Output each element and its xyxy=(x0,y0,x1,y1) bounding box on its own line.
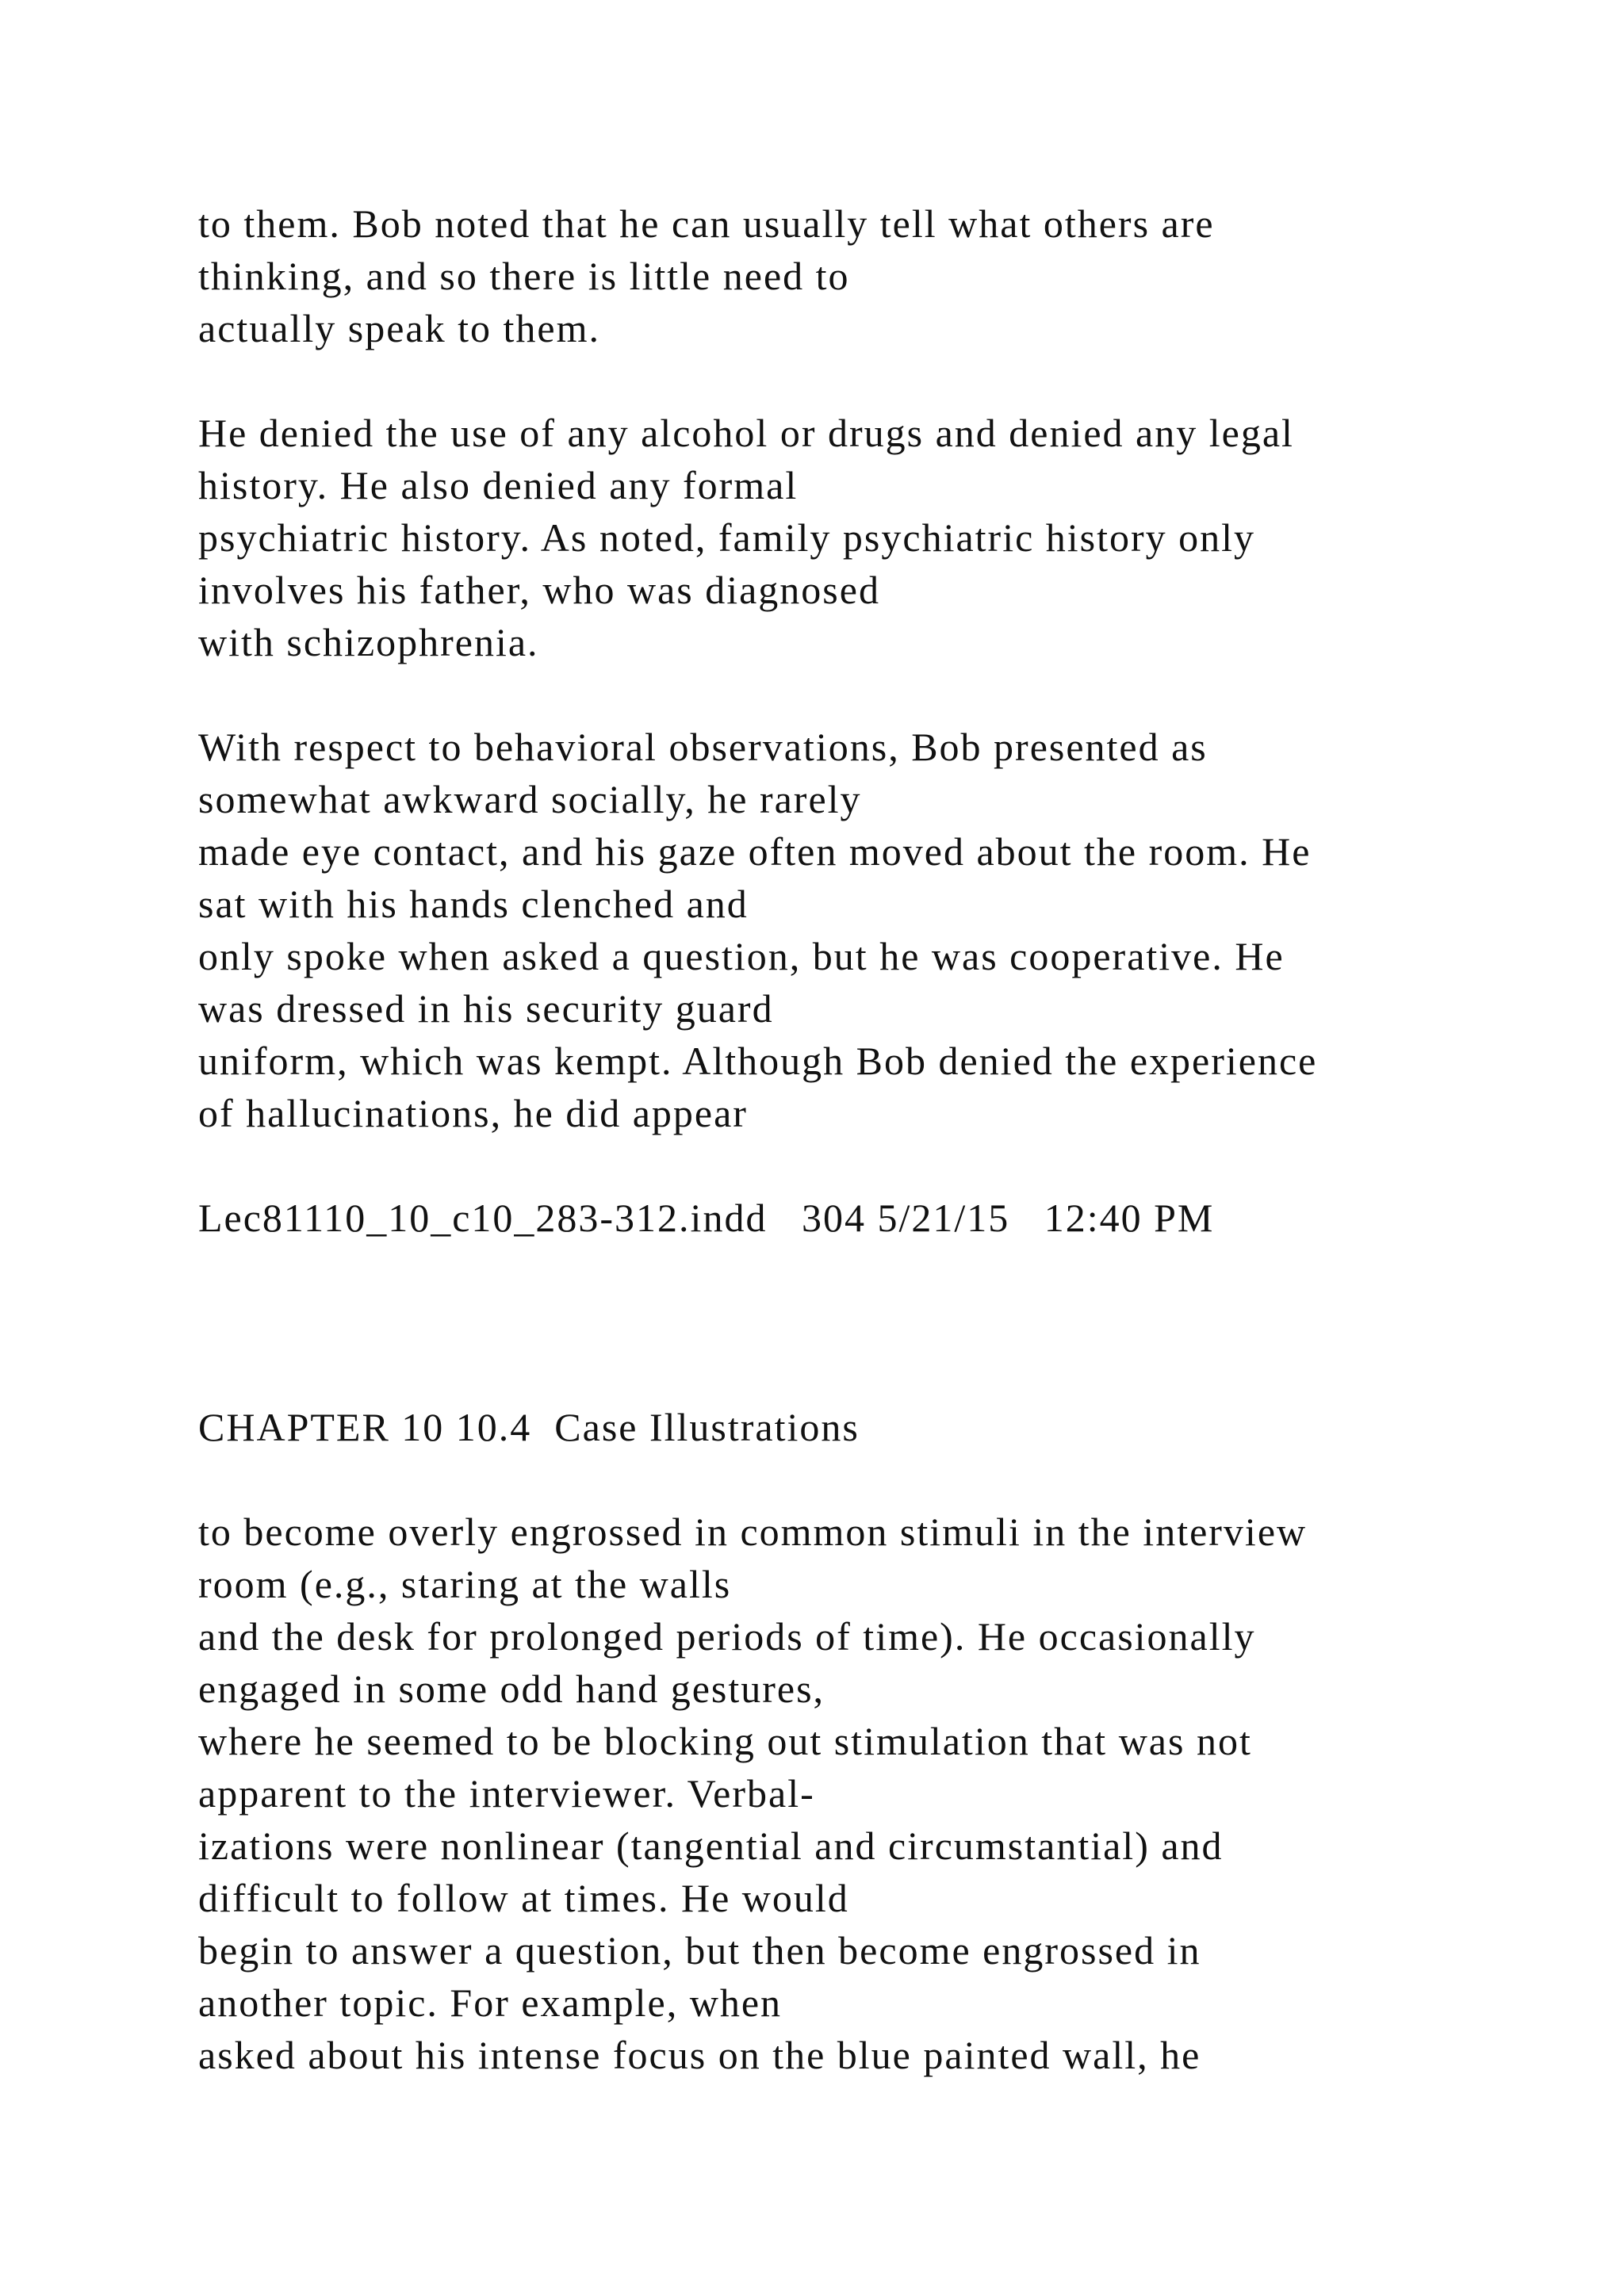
text-line: begin to answer a question, but then become engrossed in xyxy=(198,1928,1201,1973)
text-line: was dressed in his security guard xyxy=(198,986,774,1031)
text-line: only spoke when asked a question, but he was cooperative. He xyxy=(198,934,1285,978)
text-line: With respect to behavioral observations, Bob presented as xyxy=(198,725,1208,769)
text-line: sat with his hands clenched and xyxy=(198,882,749,926)
text-line: of hallucinations, he did appear xyxy=(198,1091,748,1135)
text-line: room (e.g., staring at the walls xyxy=(198,1562,732,1606)
text-line: difficult to follow at times. He would xyxy=(198,1876,849,1920)
paragraph-history xyxy=(198,407,1294,668)
footer-text: Lec81110_10_c10_283-312.indd 304 5/21/15 12:40 PM xyxy=(198,1196,1215,1240)
paragraph-behavioral-observations xyxy=(198,721,1317,1139)
text-line: asked about his intense focus on the blue painted wall, he xyxy=(198,2033,1201,2077)
paragraph-thinking xyxy=(198,197,1215,354)
text-line: and the desk for prolonged periods of time). He occasionally xyxy=(198,1614,1256,1659)
text-line: thinking, and so there is little need to xyxy=(198,254,850,298)
text-line: to them. Bob noted that he can usually tell what others are xyxy=(198,201,1215,246)
text-line: izations were nonlinear (tangential and circumstantial) and xyxy=(198,1823,1224,1868)
text-line: where he seemed to be blocking out stimulation that was not xyxy=(198,1719,1252,1763)
text-line: apparent to the interviewer. Verbal- xyxy=(198,1771,815,1816)
print-footer xyxy=(198,1192,1214,1244)
text-line: psychiatric history. As noted, family psychiatric history only xyxy=(198,515,1256,560)
text-line: involves his father, who was diagnosed xyxy=(198,568,880,612)
text-line: somewhat awkward socially, he rarely xyxy=(198,777,862,821)
header-text: CHAPTER 10 10.4 Case Illustrations xyxy=(198,1405,860,1449)
text-line: engaged in some odd hand gestures, xyxy=(198,1667,825,1711)
text-line: uniform, which was kempt. Although Bob denied the experience xyxy=(198,1039,1318,1083)
text-line: with schizophrenia. xyxy=(198,620,539,664)
text-line: history. He also denied any formal xyxy=(198,463,799,507)
text-line: another topic. For example, when xyxy=(198,1980,783,2025)
text-line: actually speak to them. xyxy=(198,306,600,350)
paragraph-engrossed xyxy=(198,1506,1307,2081)
text-line: to become overly engrossed in common stimuli in the interview xyxy=(198,1510,1308,1554)
chapter-header xyxy=(198,1401,860,1453)
text-line: made eye contact, and his gaze often moved about the room. He xyxy=(198,829,1312,874)
text-line: He denied the use of any alcohol or drugs and denied any legal xyxy=(198,411,1294,455)
